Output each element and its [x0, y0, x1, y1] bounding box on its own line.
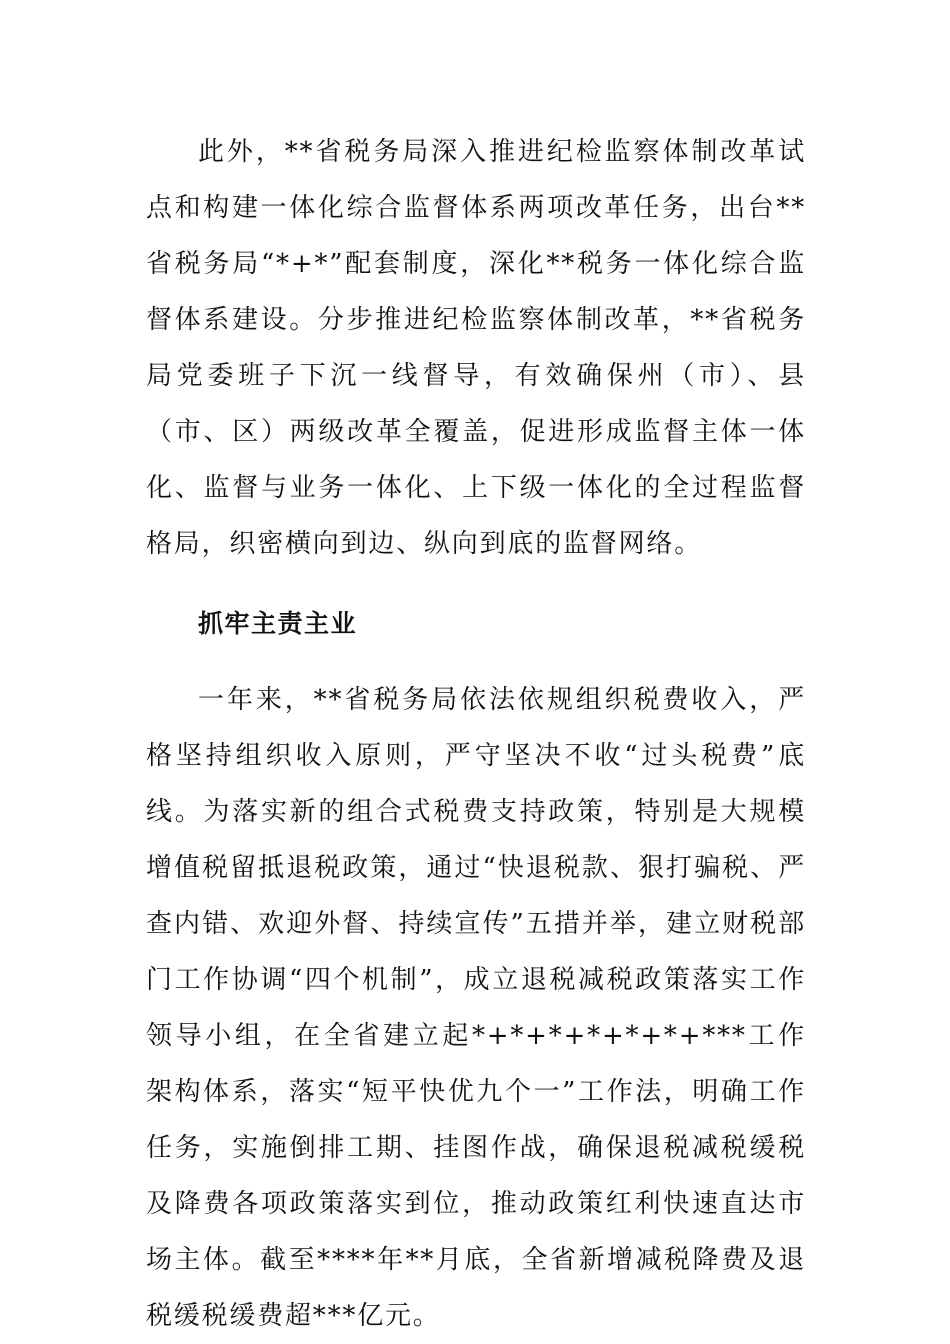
document-page: [146, 124, 806, 1344]
section-heading: 抓牢主责主业: [198, 609, 358, 638]
paragraph-reform: 此外，**省税务局深入推进纪检监察体制改革试点和构建一体化综合监督体系两项改革任务，出台**省税务局“*+*”配套制度，深化**税务一体化综合监督体系建设。分步推进纪检监察体制改革，**省税务局党委班子下沉一线督导，有效确保州（市）、县（市、区）两级改革全覆盖，促进形成监督主体一体化、监督与业务一体化、上下级一体化的全过程监督格局，织密横向到边、纵向到底的监督网络。: [146, 137, 806, 559]
paragraph-tax-revenue: 一年来，**省税务局依法依规组织税费收入，严格坚持组织收入原则，严守坚决不收“过头税费”底线。为落实新的组合式税费支持政策，特别是大规模增值税留抵退税政策，通过“快退税款、狠打骗税、严查内错、欢迎外督、持续宣传”五措并举，建立财税部门工作协调“四个机制”，成立退税减税政策落实工作领导小组，在全省建立起*+*+*+*+*+*+***工作架构体系，落实“短平快优九个一”工作法，明确工作任务，实施倒排工期、挂图作战，确保退税减税缓税及降费各项政策落实到位，推动政策红利快速直达市场主体。截至****年**月底，全省新增减税降费及退税缓税缓费超***亿元。: [146, 685, 806, 1331]
